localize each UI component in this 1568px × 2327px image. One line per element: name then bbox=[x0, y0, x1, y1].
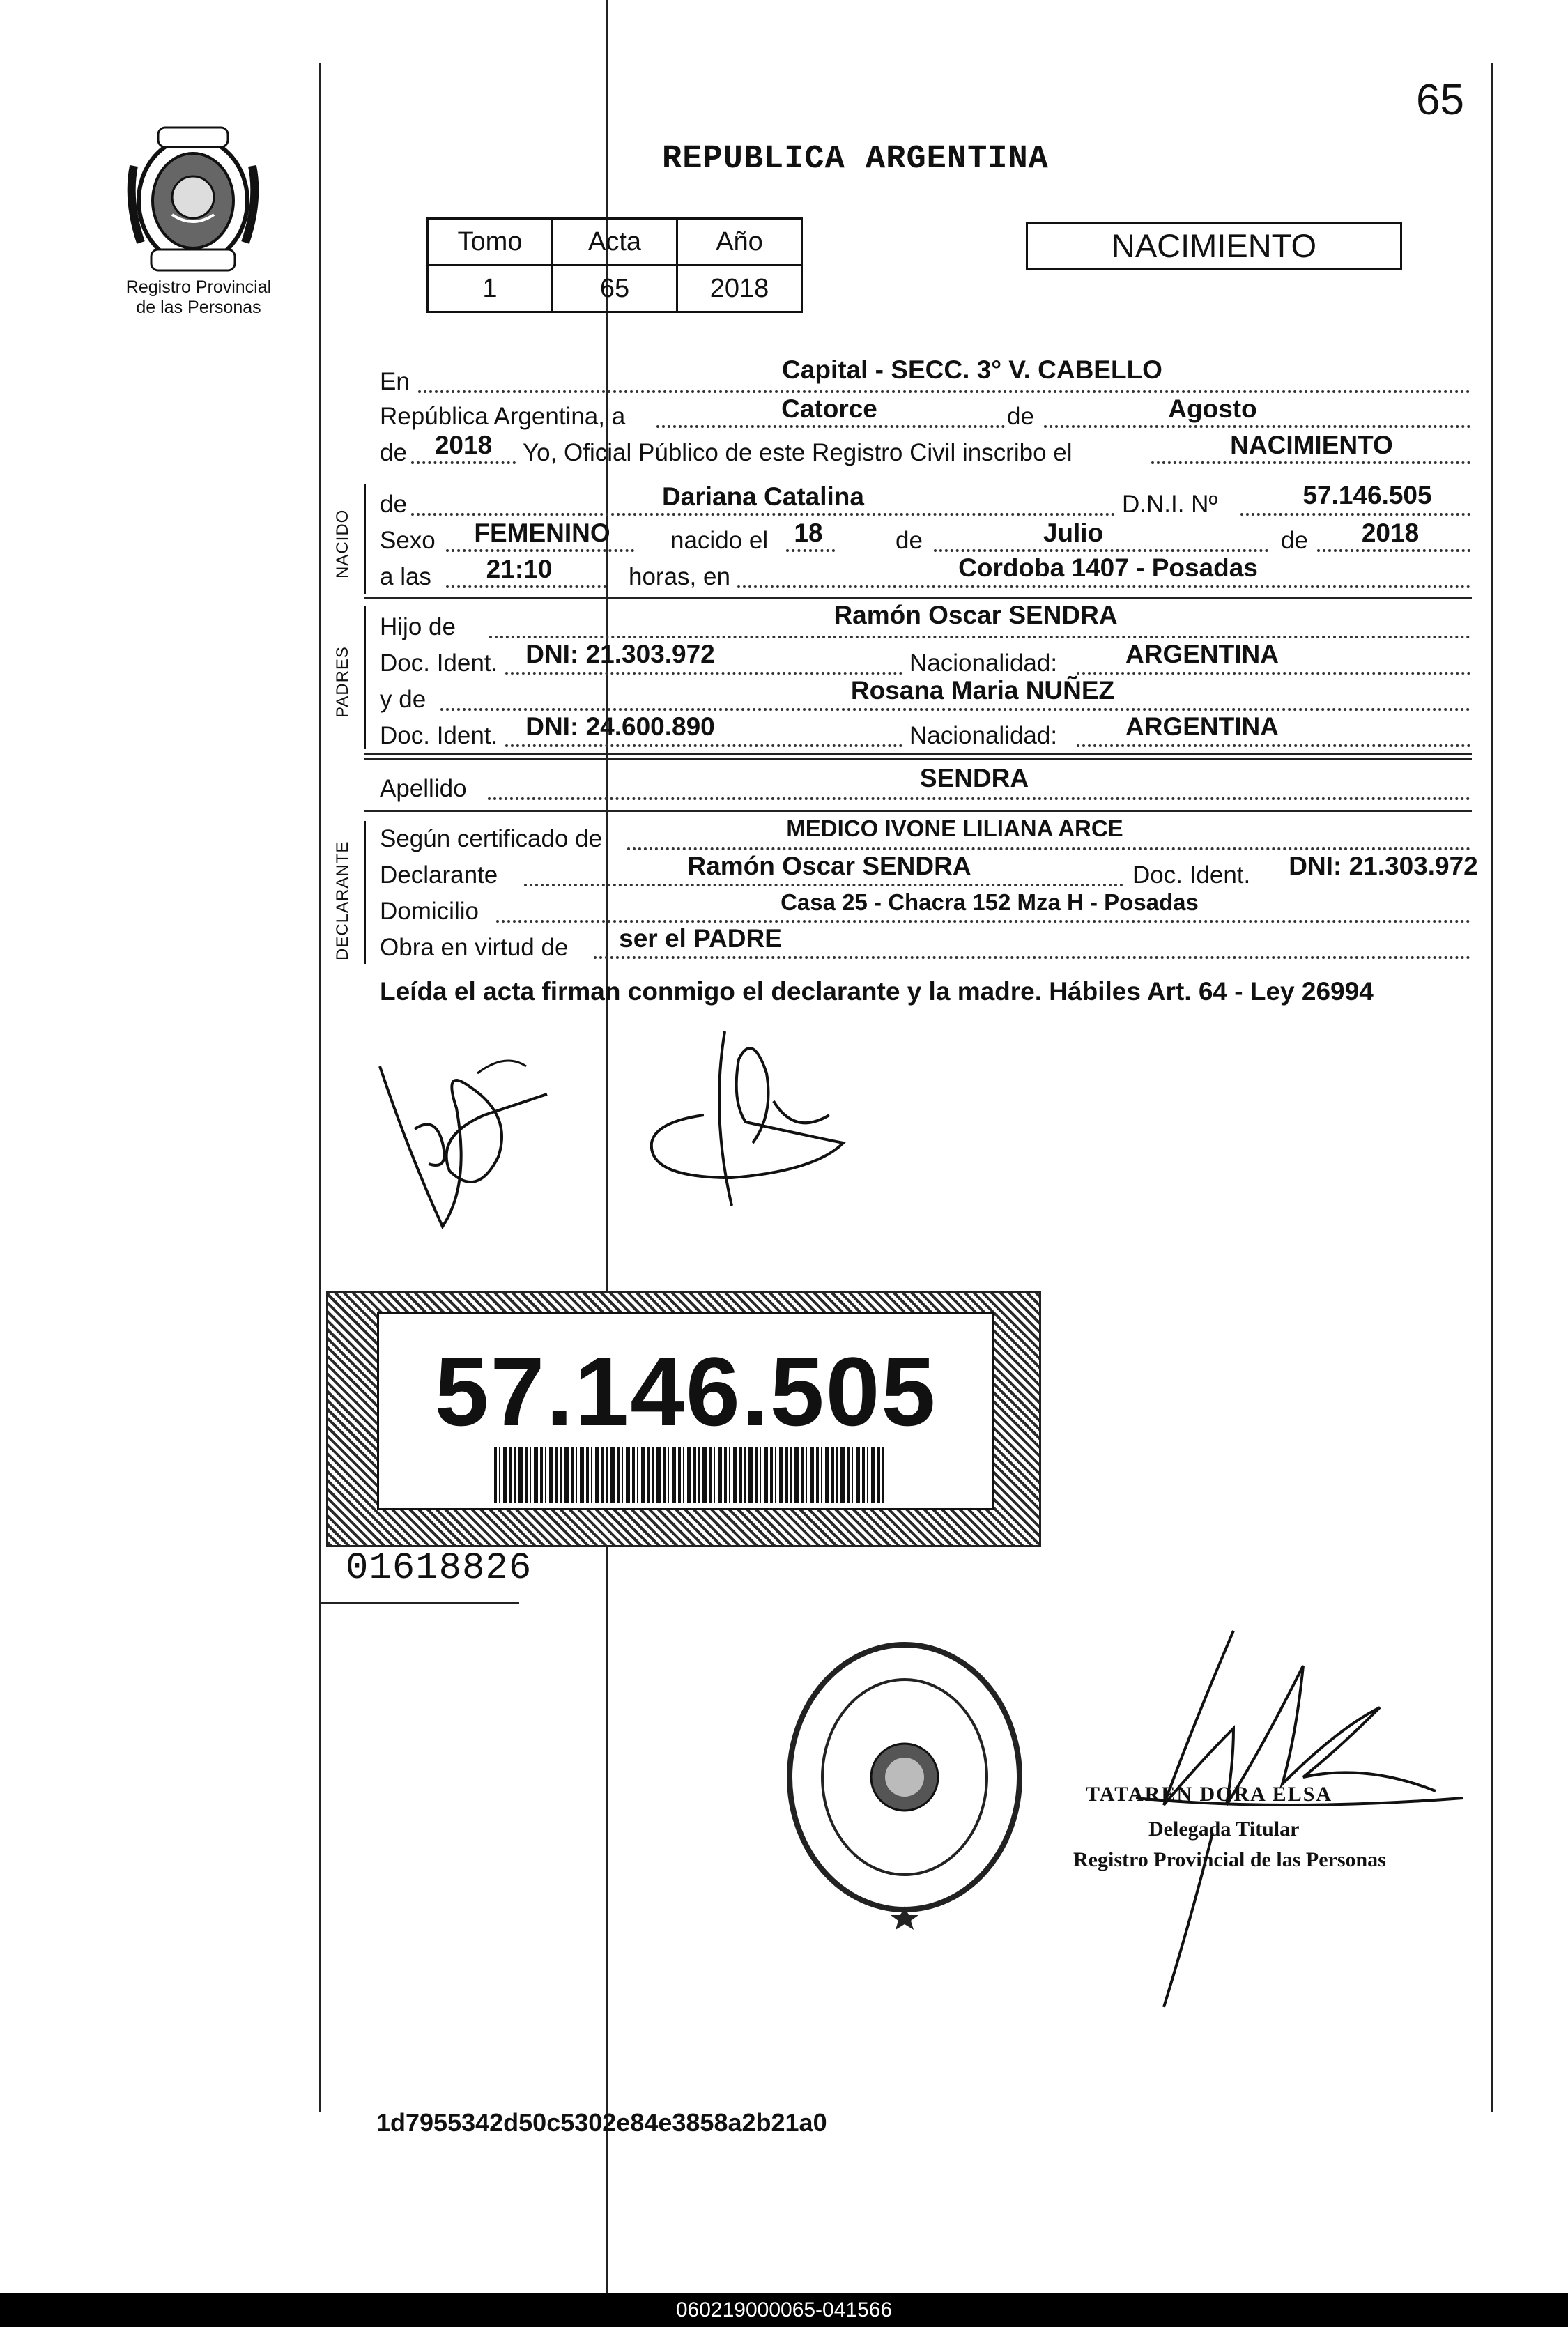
father-dots bbox=[489, 636, 1470, 638]
book-reference-table bbox=[426, 217, 803, 313]
surname-divider bbox=[364, 810, 1472, 812]
birth-de2-label: de bbox=[1281, 527, 1308, 554]
padres-section-label: PADRES bbox=[333, 646, 352, 718]
year-value: 2018 bbox=[434, 431, 493, 459]
nacido-bracket bbox=[364, 484, 366, 594]
anio-value: 2018 bbox=[677, 266, 802, 312]
time-dots bbox=[446, 585, 606, 588]
officer-text: Yo, Oficial Público de este Registro Civil inscribo el bbox=[523, 439, 1073, 466]
acta-header: Acta bbox=[553, 219, 677, 266]
republic-label: República Argentina, a bbox=[380, 403, 626, 430]
certificate-dots bbox=[627, 847, 1470, 850]
birth-place-dots bbox=[737, 585, 1470, 588]
time-value: 21:10 bbox=[486, 555, 553, 583]
nacido-divider bbox=[364, 597, 1472, 599]
mother-signature bbox=[366, 1024, 589, 1247]
father-nationality-value: ARGENTINA bbox=[1125, 640, 1279, 668]
father-label: Hijo de bbox=[380, 613, 456, 640]
registry-label-line2: de las Personas bbox=[136, 298, 261, 317]
declarant-doc-value: DNI: 21.303.972 bbox=[1289, 852, 1478, 880]
sex-value: FEMENINO bbox=[474, 519, 610, 547]
misiones-coat-of-arms-logo bbox=[120, 124, 266, 274]
capacity-value: ser el PADRE bbox=[619, 924, 782, 953]
birth-day-value: 18 bbox=[794, 519, 823, 547]
name-de-label: de bbox=[380, 491, 407, 518]
hours-label: horas, en bbox=[629, 563, 730, 590]
declarant-signature bbox=[634, 1017, 857, 1213]
declarante-section-label: DECLARANTE bbox=[333, 840, 352, 960]
country-title: REPUBLICA ARGENTINA bbox=[662, 141, 1049, 178]
padres-divider-1 bbox=[364, 753, 1472, 755]
capacity-dots bbox=[594, 956, 1470, 959]
document-id: 060219000065-041566 bbox=[675, 2298, 893, 2321]
surname-label: Apellido bbox=[380, 775, 467, 802]
mother-nationality-value: ARGENTINA bbox=[1125, 712, 1279, 741]
mother-name-value: Rosana Maria NUÑEZ bbox=[850, 676, 1115, 705]
closing-statement: Leída el acta firman conmigo el declarante y la madre. Hábiles Art. 64 - Ley 26994 bbox=[380, 977, 1374, 1006]
padres-bracket bbox=[364, 606, 366, 749]
mother-doc-value: DNI: 24.600.890 bbox=[525, 712, 715, 741]
birth-year-dots bbox=[1317, 549, 1470, 552]
father-name-value: Ramón Oscar SENDRA bbox=[833, 601, 1118, 629]
mother-doc-dots bbox=[505, 744, 902, 747]
mother-dots bbox=[440, 708, 1470, 711]
year-dots bbox=[411, 461, 516, 464]
dni-label: D.N.I. Nº bbox=[1122, 491, 1218, 518]
document-hash: 1d7955342d50c5302e84e3858a2b21a0 bbox=[376, 2108, 827, 2137]
scan-fold-line bbox=[606, 0, 608, 2293]
dni-dots bbox=[1240, 513, 1470, 516]
sticker-barcode bbox=[494, 1447, 884, 1503]
day-dots bbox=[656, 425, 1005, 428]
sticker-dni-number: 57.146.505 bbox=[434, 1337, 937, 1446]
declarant-name-value: Ramón Oscar SENDRA bbox=[687, 852, 971, 880]
name-dots bbox=[411, 513, 1115, 516]
registry-label bbox=[112, 277, 286, 318]
mother-label: y de bbox=[380, 686, 426, 713]
mother-doc-label: Doc. Ident. bbox=[380, 722, 498, 749]
serial-underline bbox=[321, 1602, 519, 1604]
surname-value: SENDRA bbox=[919, 764, 1029, 792]
capacity-label: Obra en virtud de bbox=[380, 934, 569, 961]
left-margin-line bbox=[319, 63, 321, 2112]
birth-place-value: Cordoba 1407 - Posadas bbox=[958, 553, 1258, 582]
birth-year-value: 2018 bbox=[1361, 519, 1420, 547]
time-label: a las bbox=[380, 563, 431, 590]
month-dots bbox=[1044, 425, 1470, 428]
inscribed-value: NACIMIENTO bbox=[1230, 431, 1393, 459]
dni-sticker bbox=[326, 1291, 1041, 1547]
declarant-label: Declarante bbox=[380, 861, 498, 889]
certificate-value: MEDICO IVONE LILIANA ARCE bbox=[786, 815, 1123, 841]
dni-value: 57.146.505 bbox=[1302, 481, 1432, 509]
official-registry-stamp bbox=[779, 1638, 1030, 1930]
delegate-title: Delegada Titular bbox=[1148, 1818, 1300, 1841]
mother-nationality-dots bbox=[1077, 744, 1470, 747]
anio-header: Año bbox=[677, 219, 802, 266]
padres-divider-2 bbox=[364, 758, 1472, 760]
sticker-label bbox=[377, 1312, 994, 1510]
father-nationality-dots bbox=[1077, 672, 1470, 675]
born-label: nacido el bbox=[670, 527, 769, 554]
acta-value: 65 bbox=[553, 266, 677, 312]
sticker-serial-number: 01618826 bbox=[346, 1547, 532, 1590]
tomo-header: Tomo bbox=[428, 219, 553, 266]
father-nationality-label: Nacionalidad: bbox=[909, 650, 1058, 677]
en-label: En bbox=[380, 368, 410, 395]
page-number: 65 bbox=[1416, 76, 1464, 124]
delegate-office: Registro Provincial de las Personas bbox=[1073, 1848, 1386, 1871]
day-value: Catorce bbox=[781, 394, 877, 423]
sex-dots bbox=[446, 549, 634, 552]
registry-label-line1: Registro Provincial bbox=[125, 277, 272, 297]
birth-day-dots bbox=[786, 549, 835, 552]
nacido-section-label: NACIDO bbox=[333, 509, 352, 578]
month-value: Agosto bbox=[1168, 394, 1257, 423]
father-doc-value: DNI: 21.303.972 bbox=[525, 640, 715, 668]
year-de-label: de bbox=[380, 439, 407, 466]
footer-id-bar bbox=[0, 2293, 1568, 2327]
declarant-doc-label: Doc. Ident. bbox=[1132, 861, 1251, 889]
delegate-name: TATAREN DORA ELSA bbox=[1086, 1783, 1333, 1806]
father-doc-dots bbox=[505, 672, 902, 675]
declarant-dots bbox=[524, 884, 1123, 886]
name-value: Dariana Catalina bbox=[662, 482, 864, 511]
address-label: Domicilio bbox=[380, 898, 479, 925]
mother-nationality-label: Nacionalidad: bbox=[909, 722, 1058, 749]
month-de-label: de bbox=[1007, 403, 1034, 430]
tomo-value: 1 bbox=[428, 266, 553, 312]
sex-label: Sexo bbox=[380, 527, 436, 554]
birth-de1-label: de bbox=[896, 527, 923, 554]
record-type-box: NACIMIENTO bbox=[1026, 222, 1402, 270]
certificate-label: Según certificado de bbox=[380, 825, 603, 852]
father-doc-label: Doc. Ident. bbox=[380, 650, 498, 677]
address-value: Casa 25 - Chacra 152 Mza H - Posadas bbox=[781, 889, 1199, 915]
right-margin-line bbox=[1491, 63, 1493, 2112]
declarante-bracket bbox=[364, 821, 366, 964]
place-dots bbox=[418, 390, 1470, 393]
inscribed-dots bbox=[1151, 461, 1470, 464]
surname-dots bbox=[488, 797, 1470, 800]
birth-month-dots bbox=[934, 549, 1268, 552]
birth-month-value: Julio bbox=[1043, 519, 1104, 547]
place-value: Capital - SECC. 3° V. CABELLO bbox=[782, 355, 1162, 384]
address-dots bbox=[496, 920, 1470, 923]
